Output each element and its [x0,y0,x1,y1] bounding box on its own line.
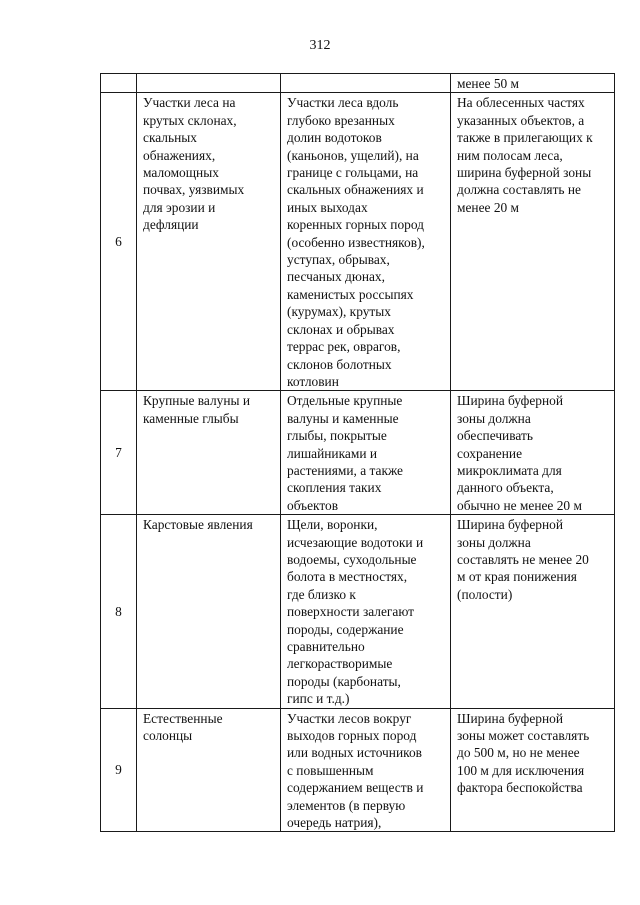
buffer-zone-cell: Ширина буферной зоны должна составлять не менее 20 м от края понижения (полости) [451,515,615,708]
table-row [101,391,615,515]
table-row [101,74,615,93]
table-row [101,93,615,391]
object-cell [137,74,281,93]
buffer-zone-table [100,73,615,832]
object-cell: Крупные валуны и каменные глыбы [137,391,281,515]
description-cell: Участки леса вдоль глубоко врезанных долин водотоков (каньонов, ущелий), на границе с гольцами, на скальных обнажениях и иных выходах коренных горных пород (особенно известняков), уступах, обрывах, песчаных дюнах, каменистых россыпях (курумах), крутых склонах и обрывах террас рек, оврагов, склонов болотных котловин [281,93,451,391]
description-cell: Отдельные крупные валуны и каменные глыбы, покрытые лишайниками и растениями, а также скопления таких объектов [281,391,451,515]
buffer-zone-cell: менее 50 м [451,74,615,93]
row-number: 6 [101,93,137,391]
row-number: 9 [101,708,137,832]
table-row [101,708,615,832]
description-cell [281,74,451,93]
buffer-zone-cell: На облесенных частях указанных объектов, а также в прилегающих к ним полосам леса, ширина буферной зоны должна составлять не менее 20 м [451,93,615,391]
description-cell: Щели, воронки, исчезающие водотоки и водоемы, суходольные болота в местностях, где близко к поверхности залегают породы, содержание сравнительно легкорастворимые породы (карбонаты, гипс и т.д.) [281,515,451,708]
row-number: 7 [101,391,137,515]
buffer-zone-cell: Ширина буферной зоны может составлять до 500 м, но не менее 100 м для исключения фактора беспокойства [451,708,615,832]
description-cell: Участки лесов вокруг выходов горных пород или водных источников с повышенным содержанием веществ и элементов (в первую очередь натрия), [281,708,451,832]
page-number: 312 [309,38,331,53]
row-number: 8 [101,515,137,708]
table-row [101,515,615,708]
row-number [101,74,137,93]
buffer-zone-cell: Ширина буферной зоны должна обеспечивать сохранение микроклимата для данного объекта, обычно не менее 20 м [451,391,615,515]
object-cell: Естественные солонцы [137,708,281,832]
object-cell: Карстовые явления [137,515,281,708]
object-cell: Участки леса на крутых склонах, скальных обнажениях, маломощных почвах, уязвимых для эрозии и дефляции [137,93,281,391]
